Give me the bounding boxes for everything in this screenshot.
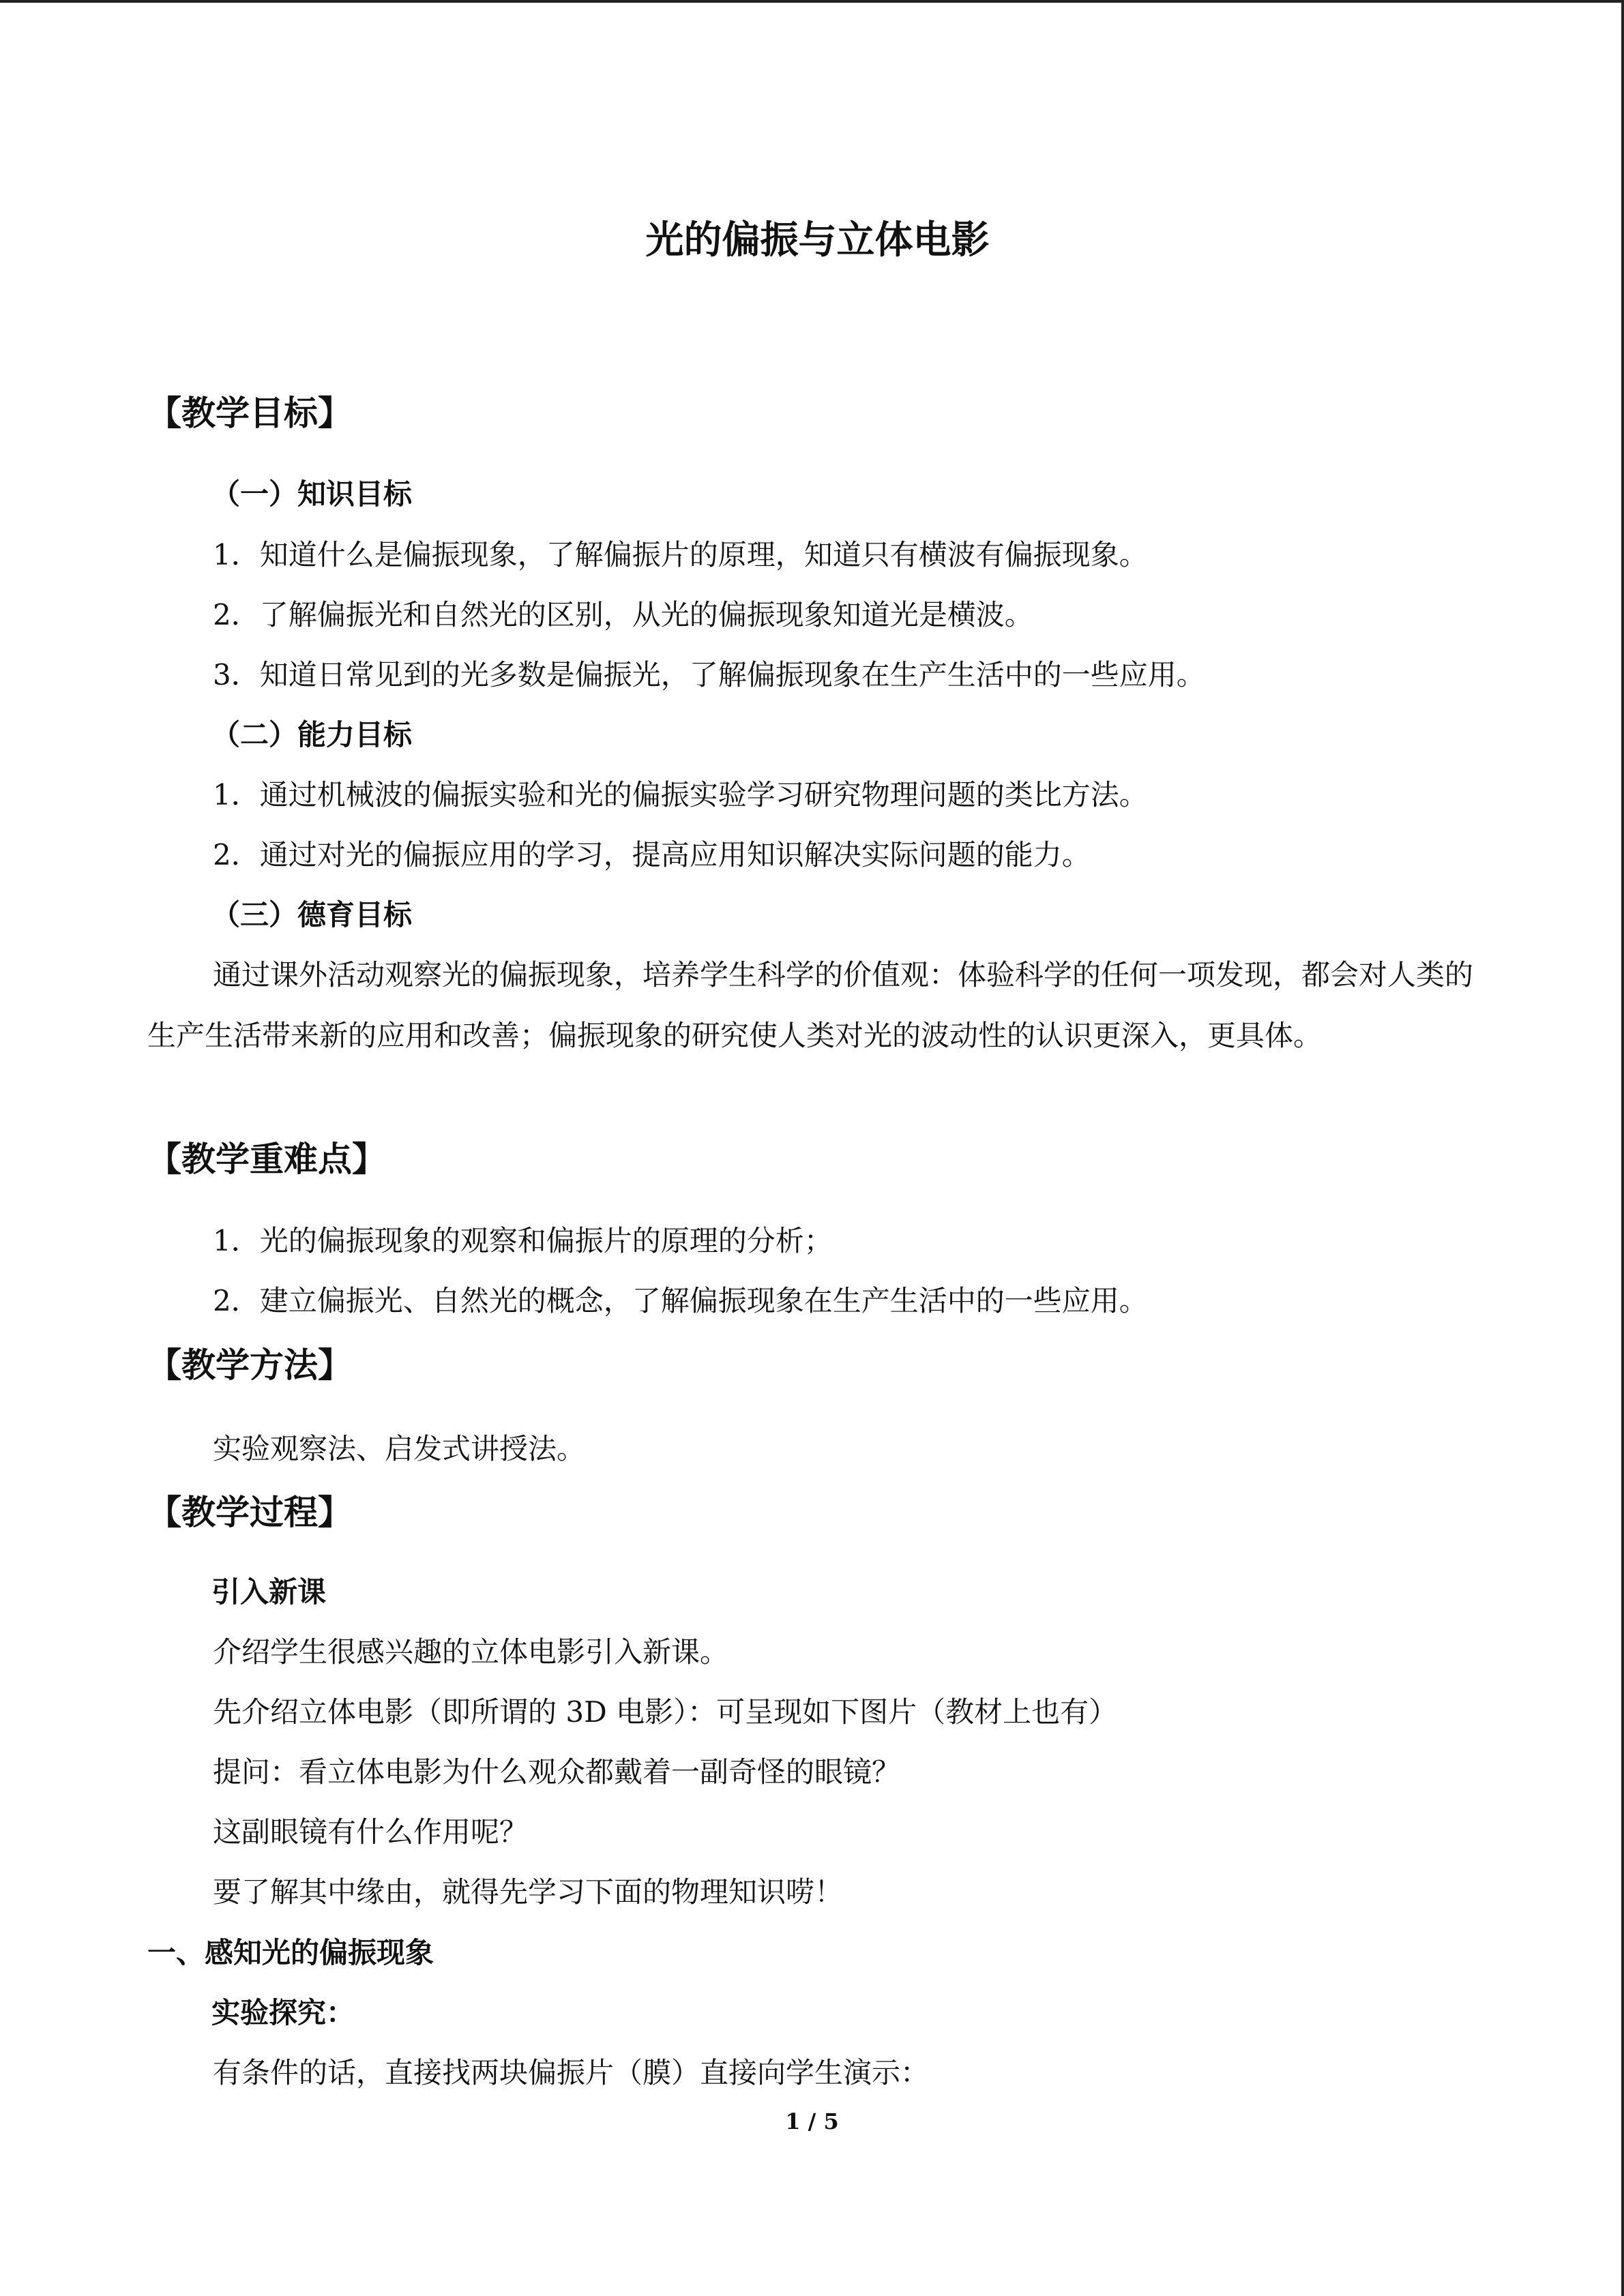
key-point-item-1: 1．光的偏振现象的观察和偏振片的原理的分析； [213, 1224, 833, 1257]
subheading-moral: （三）德育目标 [211, 898, 413, 931]
key-point-item-2: 2．建立偏振光、自然光的概念，了解偏振现象在生产生活中的一些应用。 [213, 1284, 1148, 1317]
page-number: 1 / 5 [785, 2108, 839, 2134]
intro-line-1: 介绍学生很感兴趣的立体电影引入新课。 [213, 1635, 729, 1669]
page-title: 光的偏振与立体电影 [645, 218, 990, 263]
section-heading-goals: 【教学目标】 [147, 393, 352, 433]
methods-text: 实验观察法、启发式讲授法。 [213, 1432, 586, 1465]
subheading-intro: 引入新课 [211, 1575, 327, 1609]
page-right-border [1621, 0, 1624, 2296]
ability-item-2: 2．通过对光的偏振应用的学习，提高应用知识解决实际问题的能力。 [213, 838, 1091, 871]
intro-line-3: 提问：看立体电影为什么观众都戴着一副奇怪的眼镜？ [213, 1755, 901, 1789]
subheading-ability: （二）能力目标 [211, 718, 413, 751]
knowledge-item-1: 1．知道什么是偏振现象，了解偏振片的原理，知道只有横波有偏振现象。 [213, 538, 1148, 571]
intro-line-2: 先介绍立体电影（即所谓的 3D 电影）：可呈现如下图片（教材上也有） [213, 1695, 1118, 1729]
knowledge-item-3: 3．知道日常见到的光多数是偏振光，了解偏振现象在生产生活中的一些应用。 [213, 658, 1205, 691]
subheading-experiment: 实验探究： [211, 1996, 355, 2029]
section-heading-process: 【教学过程】 [147, 1493, 352, 1532]
document-page [147, 0, 1488, 2296]
knowledge-item-2: 2．了解偏振光和自然光的区别，从光的偏振现象知道光是横波。 [213, 598, 1033, 631]
moral-paragraph: 通过课外活动观察光的偏振现象，培养学生科学的价值观：体验科学的任何一项发现，都会对人类的生产生活带来新的应用和改善；偏振现象的研究使人类对光的波动性的认识更深入，更具体。 [147, 958, 1474, 1052]
ability-item-1: 1．通过机械波的偏振实验和光的偏振实验学习研究物理问题的类比方法。 [213, 778, 1148, 811]
experiment-text: 有条件的话，直接找两块偏振片（膜）直接向学生演示： [213, 2056, 930, 2089]
section-heading-key-points: 【教学重难点】 [147, 1139, 386, 1179]
intro-line-4: 这副眼镜有什么作用呢？ [213, 1815, 529, 1849]
subheading-knowledge: （一）知识目标 [211, 477, 413, 511]
subheading-part1: 一、感知光的偏振现象 [147, 1936, 434, 1969]
intro-line-5: 要了解其中缘由，就得先学习下面的物理知识唠！ [213, 1875, 844, 1909]
section-heading-methods: 【教学方法】 [147, 1345, 352, 1385]
